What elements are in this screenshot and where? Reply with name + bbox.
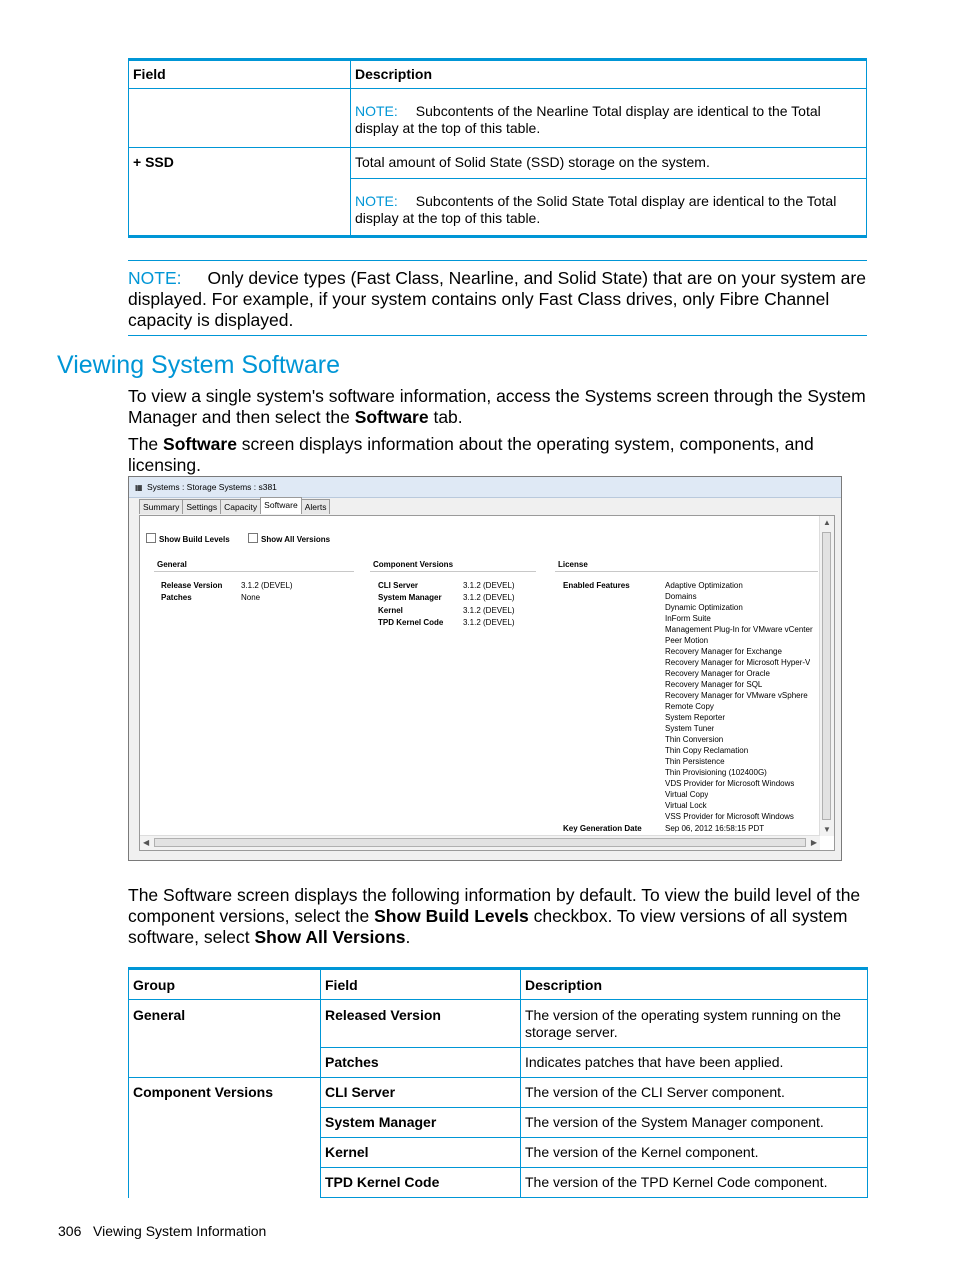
page-number: 306 <box>58 1223 82 1239</box>
tab-alerts[interactable]: Alerts <box>301 499 331 514</box>
license-feature-item: Recovery Manager for Exchange <box>665 647 782 656</box>
table-row <box>129 148 867 179</box>
table-cell-field: TPD Kernel Code <box>321 1168 521 1198</box>
table-header-field: Field <box>129 60 351 89</box>
software-panel <box>139 515 835 851</box>
cli-server-value: 3.1.2 (DEVEL) <box>463 581 515 590</box>
paragraph-text: The <box>128 434 164 454</box>
table-cell-field: CLI Server <box>321 1078 521 1108</box>
paragraph-text: tab. <box>428 407 463 427</box>
table-cell-description: The version of the CLI Server component. <box>521 1078 868 1108</box>
note-text: Subcontents of the Solid State Total display are identical to the Total display at the top of this table. <box>355 193 837 226</box>
system-manager-label: System Manager <box>378 593 442 602</box>
key-generation-date-value: Sep 06, 2012 16:58:15 PDT <box>665 824 765 833</box>
horizontal-scrollbar[interactable] <box>140 835 820 850</box>
vertical-scrollbar[interactable] <box>819 516 834 836</box>
license-feature-item: Virtual Lock <box>665 801 707 810</box>
checkbox-icon <box>146 533 156 543</box>
software-fields-table <box>128 967 868 1198</box>
license-feature-item: Thin Persistence <box>665 757 725 766</box>
license-feature-item: Recovery Manager for Microsoft Hyper-V <box>665 658 811 667</box>
table-cell-group: Component Versions <box>129 1078 321 1198</box>
patches-label: Patches <box>161 593 192 602</box>
license-feature-item: Virtual Copy <box>665 790 709 799</box>
table-cell-description: Total amount of Solid State (SSD) storage on the system. <box>351 148 867 179</box>
license-feature-item: Remote Copy <box>665 702 714 711</box>
license-feature-item: Adaptive Optimization <box>665 581 743 590</box>
paragraph-text: . <box>405 927 411 947</box>
license-feature-item: InForm Suite <box>665 614 711 623</box>
table-cell-group: General <box>129 1000 321 1078</box>
license-feature-item: System Reporter <box>665 713 726 722</box>
table-cell-description <box>351 89 867 148</box>
tab-bar <box>139 499 329 515</box>
show-build-levels-checkbox[interactable] <box>146 533 230 545</box>
table-row <box>129 1078 868 1108</box>
table-cell-description: The version of the Kernel component. <box>521 1138 868 1168</box>
scroll-thumb[interactable] <box>154 838 806 847</box>
show-all-versions-checkbox[interactable] <box>248 533 330 545</box>
divider <box>370 571 536 572</box>
table-header-group: Group <box>129 969 321 1000</box>
footer-section: Viewing System Information <box>93 1223 267 1239</box>
cli-server-label: CLI Server <box>378 581 419 590</box>
note-text: Only device types (Fast Class, Nearline, and Solid State) that are on your system are displayed. For example, if your system contains only Fast Class drives, only Fibre Channel capacity is displayed. <box>128 268 866 330</box>
window-titlebar <box>129 477 841 498</box>
table-row <box>129 89 867 148</box>
divider <box>555 571 818 572</box>
paragraph-text: checkbox. To view versions of all system software, select <box>128 906 848 947</box>
checkbox-icon <box>248 533 258 543</box>
kernel-label: Kernel <box>378 606 403 615</box>
table-cell-field: System Manager <box>321 1108 521 1138</box>
table-cell-description: The version of the TPD Kernel Code component. <box>521 1168 868 1198</box>
tab-settings[interactable]: Settings <box>182 499 221 514</box>
release-version-label: Release Version <box>161 581 223 590</box>
paragraph-text: The Software screen displays the following information by default. To view the build level of the component versions, select the <box>128 885 861 926</box>
enabled-features-label: Enabled Features <box>563 581 630 590</box>
license-feature-item: Management Plug-In for VMware vCenter <box>665 625 813 634</box>
license-feature-item: Thin Conversion <box>665 735 724 744</box>
paragraph-bold: Show All Versions <box>254 927 406 947</box>
page-footer <box>58 1223 266 1239</box>
table-cell-field: + SSD <box>129 148 351 237</box>
paragraph <box>128 386 868 428</box>
key-generation-date-label: Key Generation Date <box>563 824 642 833</box>
license-feature-item: VDS Provider for Microsoft Windows <box>665 779 795 788</box>
paragraph-text: screen displays information about the operating system, components, and licensing. <box>128 434 814 475</box>
paragraph-bold: Show Build Levels <box>374 906 529 926</box>
scroll-up-icon[interactable]: ▲ <box>823 518 831 527</box>
paragraph-bold: Software <box>163 434 237 454</box>
table-cell-field: Patches <box>321 1048 521 1078</box>
tpd-kernel-code-label: TPD Kernel Code <box>378 618 444 627</box>
license-feature-item: Recovery Manager for Oracle <box>665 669 770 678</box>
license-feature-item: Peer Motion <box>665 636 709 645</box>
license-feature-item: Dynamic Optimization <box>665 603 743 612</box>
table-header-description: Description <box>351 60 867 89</box>
system-manager-value: 3.1.2 (DEVEL) <box>463 593 515 602</box>
table-cell-field <box>129 89 351 148</box>
note-block <box>128 260 867 336</box>
window-icon: ▦ <box>135 483 143 492</box>
kernel-value: 3.1.2 (DEVEL) <box>463 606 515 615</box>
software-screen-screenshot <box>128 476 842 861</box>
note-label: NOTE: <box>128 268 182 288</box>
license-feature-item: VSS Provider for Microsoft Windows <box>665 812 794 821</box>
paragraph <box>128 885 873 948</box>
table-header-field: Field <box>321 969 521 1000</box>
license-feature-item: Thin Provisioning (102400G) <box>665 768 767 777</box>
scroll-right-icon[interactable]: ▶ <box>810 838 817 847</box>
section-heading: Viewing System Software <box>57 351 340 379</box>
scroll-thumb[interactable] <box>822 532 831 820</box>
license-feature-item: Recovery Manager for VMware vSphere <box>665 691 808 700</box>
table-cell-description <box>351 179 867 237</box>
table-header-description: Description <box>521 969 868 1000</box>
scroll-down-icon[interactable]: ▼ <box>823 825 831 834</box>
table-cell-description: Indicates patches that have been applied. <box>521 1048 868 1078</box>
table-cell-description: The version of the System Manager component. <box>521 1108 868 1138</box>
license-feature-item: Thin Copy Reclamation <box>665 746 749 755</box>
license-feature-item: Domains <box>665 592 697 601</box>
paragraph-bold: Software <box>354 407 429 427</box>
general-heading: General <box>157 560 187 569</box>
note-label: NOTE: <box>355 193 398 209</box>
license-heading: License <box>558 560 588 569</box>
table-cell-field: Released Version <box>321 1000 521 1048</box>
table-row <box>129 1000 868 1048</box>
table-cell-description: The version of the operating system running on the storage server. <box>521 1000 868 1048</box>
tab-capacity[interactable]: Capacity <box>220 499 261 514</box>
window-title: Systems : Storage Systems : s381 <box>147 482 277 492</box>
tpd-kernel-code-value: 3.1.2 (DEVEL) <box>463 618 515 627</box>
checkbox-label: Show All Versions <box>261 535 331 544</box>
patches-value: None <box>241 593 261 602</box>
paragraph <box>128 434 888 476</box>
paragraph-text: To view a single system's software information, access the Systems screen through the System Manager and then select the <box>128 386 866 427</box>
tab-summary[interactable]: Summary <box>139 499 183 514</box>
release-version-value: 3.1.2 (DEVEL) <box>241 581 293 590</box>
tab-software[interactable]: Software <box>260 497 302 514</box>
note-label: NOTE: <box>355 103 398 119</box>
note-text: Subcontents of the Nearline Total display are identical to the Total display at the top of this table. <box>355 103 821 136</box>
scroll-left-icon[interactable]: ◀ <box>143 838 150 847</box>
license-feature-item: Recovery Manager for SQL <box>665 680 763 689</box>
license-feature-item: System Tuner <box>665 724 715 733</box>
checkbox-label: Show Build Levels <box>159 535 230 544</box>
table-cell-field: Kernel <box>321 1138 521 1168</box>
divider <box>154 571 354 572</box>
component-versions-heading: Component Versions <box>373 560 454 569</box>
capacity-fields-table <box>128 58 867 238</box>
